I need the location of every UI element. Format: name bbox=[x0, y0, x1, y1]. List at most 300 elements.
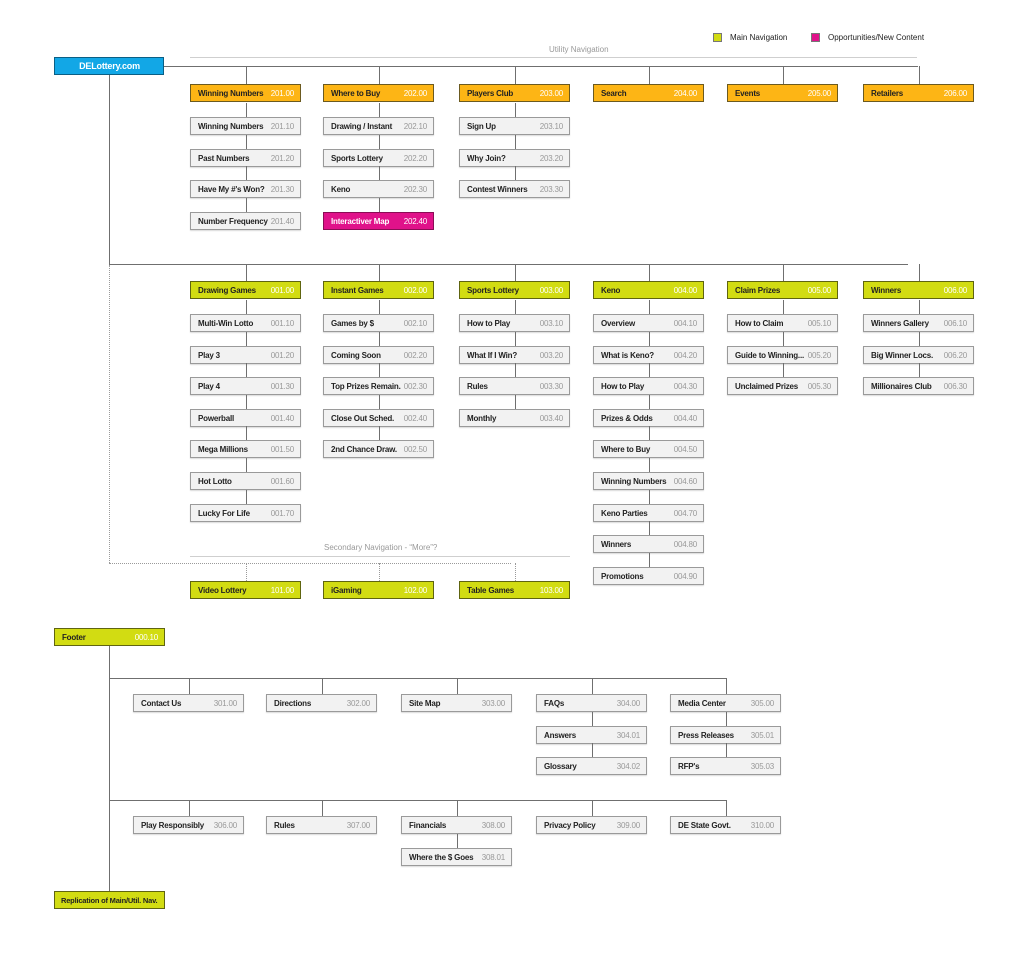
main-subpage[interactable] bbox=[459, 377, 570, 395]
node-label: Why Join? bbox=[467, 153, 506, 163]
secondary-nav-2[interactable] bbox=[459, 581, 570, 599]
connector bbox=[189, 800, 190, 816]
node-label: Play 3 bbox=[198, 350, 220, 360]
secondary-navigation-caption: Secondary Navigation - “More”? bbox=[324, 543, 438, 552]
node-code: 004.00 bbox=[673, 285, 697, 295]
node-label: Where to Buy bbox=[331, 88, 381, 98]
connector bbox=[379, 426, 380, 440]
main-subpage[interactable] bbox=[190, 472, 301, 490]
node-label: Privacy Policy bbox=[544, 820, 596, 830]
node-label: Prizes & Odds bbox=[601, 413, 653, 423]
node-label: Search bbox=[601, 88, 627, 98]
legend-new-content bbox=[811, 33, 924, 42]
main-nav-2[interactable] bbox=[459, 281, 570, 299]
node-label: Contact Us bbox=[141, 698, 182, 708]
node-label: Keno Parties bbox=[601, 508, 648, 518]
utility-subpage[interactable] bbox=[323, 149, 434, 167]
connector bbox=[246, 363, 247, 377]
connector bbox=[246, 198, 247, 212]
node-label: Players Club bbox=[467, 88, 514, 98]
main-subpage[interactable] bbox=[863, 377, 974, 395]
node-label: Past Numbers bbox=[198, 153, 250, 163]
node-code: 206.00 bbox=[943, 88, 967, 98]
node-label: Winning Numbers bbox=[601, 476, 667, 486]
root-node[interactable] bbox=[54, 57, 164, 75]
connector bbox=[457, 800, 458, 816]
node-code: 301.00 bbox=[213, 698, 237, 708]
node-code: 006.20 bbox=[943, 350, 967, 360]
legend-label: Main Navigation bbox=[730, 33, 788, 42]
node-label: Keno bbox=[331, 184, 351, 194]
node-code: 202.30 bbox=[403, 184, 427, 194]
node-label: Winners bbox=[601, 539, 632, 549]
node-code: 004.40 bbox=[673, 413, 697, 423]
main-subpage[interactable] bbox=[593, 314, 704, 332]
connector bbox=[109, 264, 908, 265]
node-label: 2nd Chance Draw. bbox=[331, 444, 397, 454]
node-label: Unclaimed Prizes bbox=[735, 381, 799, 391]
node-label: Interactiver Map bbox=[331, 216, 390, 226]
connector bbox=[379, 300, 380, 314]
node-code: 003.40 bbox=[539, 413, 563, 423]
connector bbox=[592, 712, 593, 726]
node-label: Play 4 bbox=[198, 381, 220, 391]
main-subpage[interactable] bbox=[863, 314, 974, 332]
node-code: 004.80 bbox=[673, 539, 697, 549]
connector bbox=[246, 66, 247, 84]
main-subpage[interactable] bbox=[863, 346, 974, 364]
dotted-connector bbox=[515, 563, 516, 581]
connector bbox=[515, 135, 516, 149]
connector bbox=[592, 678, 593, 694]
connector bbox=[322, 678, 323, 694]
node-code: 203.10 bbox=[539, 121, 563, 131]
node-code: 201.20 bbox=[270, 153, 294, 163]
node-label: DE State Govt. bbox=[678, 820, 731, 830]
node-code: 006.30 bbox=[943, 381, 967, 391]
utility-nav-2[interactable] bbox=[459, 84, 570, 102]
node-label: Powerball bbox=[198, 413, 234, 423]
node-label: Directions bbox=[274, 698, 312, 708]
secondary-divider bbox=[190, 556, 570, 557]
connector bbox=[379, 264, 380, 281]
connector bbox=[109, 678, 727, 679]
node-label: Where the $ Goes bbox=[409, 852, 474, 862]
footer-link[interactable] bbox=[133, 816, 244, 834]
yellow-swatch-icon bbox=[713, 33, 722, 42]
footer-sublink[interactable] bbox=[670, 726, 781, 744]
footer-code: 000.10 bbox=[134, 632, 158, 642]
node-code: 308.01 bbox=[481, 852, 505, 862]
node-code: 004.70 bbox=[673, 508, 697, 518]
connector bbox=[457, 678, 458, 694]
node-code: 202.20 bbox=[403, 153, 427, 163]
footer-link[interactable] bbox=[670, 694, 781, 712]
node-label: Number Frequency bbox=[198, 216, 268, 226]
node-label: Financials bbox=[409, 820, 447, 830]
dotted-connector bbox=[379, 563, 380, 581]
utility-nav-0[interactable] bbox=[190, 84, 301, 102]
main-subpage[interactable] bbox=[190, 377, 301, 395]
node-label: Video Lottery bbox=[198, 585, 247, 595]
main-subpage[interactable] bbox=[593, 377, 704, 395]
utility-nav-3[interactable] bbox=[593, 84, 704, 102]
connector bbox=[109, 646, 110, 892]
footer-link[interactable] bbox=[401, 816, 512, 834]
main-subpage[interactable] bbox=[190, 440, 301, 458]
utility-subpage[interactable] bbox=[459, 149, 570, 167]
node-code: 005.20 bbox=[807, 350, 831, 360]
footer-link[interactable] bbox=[536, 816, 647, 834]
connector bbox=[649, 458, 650, 472]
node-code: 306.00 bbox=[213, 820, 237, 830]
node-code: 003.00 bbox=[539, 285, 563, 295]
node-label: Sports Lottery bbox=[467, 285, 519, 295]
node-code: 003.30 bbox=[539, 381, 563, 391]
connector bbox=[515, 166, 516, 180]
connector bbox=[726, 800, 727, 816]
footer-sublink[interactable] bbox=[536, 726, 647, 744]
connector bbox=[379, 66, 380, 84]
connector bbox=[109, 800, 727, 801]
node-code: 004.30 bbox=[673, 381, 697, 391]
utility-subpage[interactable] bbox=[190, 117, 301, 135]
legend-main-navigation bbox=[713, 33, 787, 42]
node-code: 201.40 bbox=[270, 216, 294, 226]
node-code: 005.00 bbox=[807, 285, 831, 295]
node-code: 006.00 bbox=[943, 285, 967, 295]
node-label: Winning Numbers bbox=[198, 121, 264, 131]
node-code: 304.01 bbox=[616, 730, 640, 740]
main-subpage[interactable] bbox=[323, 409, 434, 427]
node-code: 004.60 bbox=[673, 476, 697, 486]
utility-nav-4[interactable] bbox=[727, 84, 838, 102]
node-code: 001.50 bbox=[270, 444, 294, 454]
connector bbox=[515, 103, 516, 117]
node-label: Table Games bbox=[467, 585, 515, 595]
node-code: 203.20 bbox=[539, 153, 563, 163]
node-label: Instant Games bbox=[331, 285, 384, 295]
footer-link[interactable] bbox=[133, 694, 244, 712]
footer-label: Footer bbox=[62, 632, 86, 642]
dotted-connector bbox=[109, 563, 511, 564]
main-subpage[interactable] bbox=[593, 472, 704, 490]
main-subpage[interactable] bbox=[190, 346, 301, 364]
replication-label: Replication of Main/Util. Nav. bbox=[61, 895, 158, 905]
node-code: 102.00 bbox=[403, 585, 427, 595]
dotted-connector bbox=[246, 563, 247, 581]
connector bbox=[246, 490, 247, 504]
node-label: FAQs bbox=[544, 698, 565, 708]
connector bbox=[246, 426, 247, 440]
node-code: 202.10 bbox=[403, 121, 427, 131]
connector bbox=[515, 395, 516, 409]
connector bbox=[783, 363, 784, 377]
footer-link[interactable] bbox=[536, 694, 647, 712]
connector bbox=[246, 135, 247, 149]
node-label: Answers bbox=[544, 730, 576, 740]
main-subpage[interactable] bbox=[593, 535, 704, 553]
node-label: Guide to Winning... bbox=[735, 350, 805, 360]
utility-subpage[interactable] bbox=[323, 212, 434, 230]
utility-subpage[interactable] bbox=[323, 180, 434, 198]
main-subpage[interactable] bbox=[593, 346, 704, 364]
connector bbox=[379, 395, 380, 409]
node-code: 201.10 bbox=[270, 121, 294, 131]
main-subpage[interactable] bbox=[323, 314, 434, 332]
main-nav-1[interactable] bbox=[323, 281, 434, 299]
main-subpage[interactable] bbox=[459, 409, 570, 427]
node-code: 203.30 bbox=[539, 184, 563, 194]
connector bbox=[919, 264, 920, 281]
node-code: 004.90 bbox=[673, 571, 697, 581]
node-label: Games by $ bbox=[331, 318, 374, 328]
utility-navigation-caption: Utility Navigation bbox=[549, 45, 609, 54]
main-subpage[interactable] bbox=[593, 440, 704, 458]
node-label: Site Map bbox=[409, 698, 441, 708]
main-subpage[interactable] bbox=[593, 567, 704, 585]
utility-nav-5[interactable] bbox=[863, 84, 974, 102]
node-label: Overview bbox=[601, 318, 635, 328]
connector bbox=[246, 300, 247, 314]
node-label: What is Keno? bbox=[601, 350, 654, 360]
node-code: 004.10 bbox=[673, 318, 697, 328]
node-label: Hot Lotto bbox=[198, 476, 232, 486]
main-subpage[interactable] bbox=[727, 377, 838, 395]
node-code: 005.30 bbox=[807, 381, 831, 391]
footer-link[interactable] bbox=[670, 816, 781, 834]
node-label: Sports Lottery bbox=[331, 153, 383, 163]
connector bbox=[515, 363, 516, 377]
node-code: 002.10 bbox=[403, 318, 427, 328]
node-code: 304.02 bbox=[616, 761, 640, 771]
node-label: Rules bbox=[467, 381, 488, 391]
node-label: Multi-Win Lotto bbox=[198, 318, 254, 328]
node-label: Events bbox=[735, 88, 761, 98]
node-code: 001.10 bbox=[270, 318, 294, 328]
footer-sublink[interactable] bbox=[401, 848, 512, 866]
node-code: 006.10 bbox=[943, 318, 967, 328]
node-code: 303.00 bbox=[481, 698, 505, 708]
node-code: 001.40 bbox=[270, 413, 294, 423]
node-code: 002.00 bbox=[403, 285, 427, 295]
node-code: 001.60 bbox=[270, 476, 294, 486]
node-code: 002.30 bbox=[403, 381, 427, 391]
node-code: 308.00 bbox=[481, 820, 505, 830]
node-label: What If I Win? bbox=[467, 350, 518, 360]
connector bbox=[649, 395, 650, 409]
node-label: Rules bbox=[274, 820, 295, 830]
node-code: 202.00 bbox=[403, 88, 427, 98]
utility-divider bbox=[190, 57, 917, 58]
node-label: Monthly bbox=[467, 413, 497, 423]
main-subpage[interactable] bbox=[323, 346, 434, 364]
replication-node[interactable] bbox=[54, 891, 165, 909]
node-code: 204.00 bbox=[673, 88, 697, 98]
connector bbox=[515, 66, 516, 84]
footer-link[interactable] bbox=[401, 694, 512, 712]
dotted-connector bbox=[109, 265, 110, 563]
connector bbox=[919, 363, 920, 377]
connector bbox=[649, 332, 650, 346]
node-label: Promotions bbox=[601, 571, 644, 581]
node-code: 304.00 bbox=[616, 698, 640, 708]
footer-sublink[interactable] bbox=[536, 757, 647, 775]
connector bbox=[919, 300, 920, 314]
node-label: Retailers bbox=[871, 88, 903, 98]
node-code: 002.50 bbox=[403, 444, 427, 454]
main-nav-0[interactable] bbox=[190, 281, 301, 299]
connector bbox=[379, 198, 380, 212]
node-code: 309.00 bbox=[616, 820, 640, 830]
connector bbox=[379, 166, 380, 180]
footer-link[interactable] bbox=[266, 694, 377, 712]
node-label: Press Releases bbox=[678, 730, 734, 740]
connector bbox=[322, 800, 323, 816]
node-code: 004.20 bbox=[673, 350, 697, 360]
connector bbox=[379, 135, 380, 149]
connector bbox=[649, 553, 650, 567]
node-code: 201.00 bbox=[270, 88, 294, 98]
footer-sublink[interactable] bbox=[670, 757, 781, 775]
main-subpage[interactable] bbox=[190, 314, 301, 332]
connector bbox=[649, 521, 650, 535]
node-label: Claim Prizes bbox=[735, 285, 781, 295]
node-label: Mega Millions bbox=[198, 444, 248, 454]
secondary-nav-1[interactable] bbox=[323, 581, 434, 599]
main-subpage[interactable] bbox=[459, 346, 570, 364]
node-code: 001.70 bbox=[270, 508, 294, 518]
node-label: Millionaires Club bbox=[871, 381, 932, 391]
connector bbox=[246, 395, 247, 409]
connector bbox=[783, 332, 784, 346]
connector bbox=[919, 332, 920, 346]
main-subpage[interactable] bbox=[593, 409, 704, 427]
magenta-swatch-icon bbox=[811, 33, 820, 42]
node-label: Sign Up bbox=[467, 121, 496, 131]
node-code: 001.00 bbox=[270, 285, 294, 295]
connector bbox=[649, 490, 650, 504]
node-code: 003.10 bbox=[539, 318, 563, 328]
connector bbox=[783, 300, 784, 314]
connector bbox=[379, 103, 380, 117]
node-code: 203.00 bbox=[539, 88, 563, 98]
node-label: Contest Winners bbox=[467, 184, 528, 194]
main-subpage[interactable] bbox=[727, 314, 838, 332]
node-code: 103.00 bbox=[539, 585, 563, 595]
connector bbox=[379, 363, 380, 377]
node-label: Lucky For Life bbox=[198, 508, 250, 518]
connector bbox=[515, 332, 516, 346]
connector bbox=[726, 678, 727, 694]
footer-link[interactable] bbox=[266, 816, 377, 834]
connector bbox=[783, 66, 784, 84]
utility-subpage[interactable] bbox=[190, 212, 301, 230]
node-code: 003.20 bbox=[539, 350, 563, 360]
node-code: 201.30 bbox=[270, 184, 294, 194]
node-label: Have My #'s Won? bbox=[198, 184, 265, 194]
node-code: 005.10 bbox=[807, 318, 831, 328]
node-label: Winners Gallery bbox=[871, 318, 929, 328]
utility-subpage[interactable] bbox=[323, 117, 434, 135]
connector bbox=[246, 264, 247, 281]
utility-subpage[interactable] bbox=[459, 117, 570, 135]
node-code: 302.00 bbox=[346, 698, 370, 708]
legend-label: Opportunities/New Content bbox=[828, 33, 925, 42]
connector bbox=[189, 678, 190, 694]
node-label: Where to Buy bbox=[601, 444, 651, 454]
footer-node[interactable] bbox=[54, 628, 165, 646]
main-subpage[interactable] bbox=[190, 409, 301, 427]
node-label: Big Winner Locs. bbox=[871, 350, 934, 360]
connector bbox=[592, 800, 593, 816]
main-subpage[interactable] bbox=[727, 346, 838, 364]
node-label: Drawing Games bbox=[198, 285, 256, 295]
connector bbox=[515, 264, 516, 281]
main-subpage[interactable] bbox=[593, 504, 704, 522]
node-label: Glossary bbox=[544, 761, 577, 771]
connector bbox=[592, 743, 593, 757]
connector bbox=[726, 712, 727, 726]
node-code: 101.00 bbox=[270, 585, 294, 595]
node-code: 002.40 bbox=[403, 413, 427, 423]
connector bbox=[726, 743, 727, 757]
connector bbox=[246, 103, 247, 117]
main-subpage[interactable] bbox=[323, 440, 434, 458]
node-code: 001.30 bbox=[270, 381, 294, 391]
main-nav-3[interactable] bbox=[593, 281, 704, 299]
node-code: 205.00 bbox=[807, 88, 831, 98]
node-code: 305.03 bbox=[750, 761, 774, 771]
node-label: Coming Soon bbox=[331, 350, 381, 360]
node-label: Close Out Sched. bbox=[331, 413, 395, 423]
root-label: DELottery.com bbox=[79, 61, 140, 71]
utility-subpage[interactable] bbox=[459, 180, 570, 198]
connector bbox=[783, 264, 784, 281]
node-code: 004.50 bbox=[673, 444, 697, 454]
main-subpage[interactable] bbox=[190, 504, 301, 522]
node-label: Top Prizes Remain. bbox=[331, 381, 401, 391]
node-label: Winners bbox=[871, 285, 902, 295]
connector bbox=[515, 300, 516, 314]
utility-subpage[interactable] bbox=[190, 149, 301, 167]
connector bbox=[649, 426, 650, 440]
connector bbox=[649, 300, 650, 314]
node-label: How to Play bbox=[601, 381, 645, 391]
node-label: Keno bbox=[601, 285, 621, 295]
node-label: Media Center bbox=[678, 698, 726, 708]
connector bbox=[246, 332, 247, 346]
node-code: 001.20 bbox=[270, 350, 294, 360]
node-code: 305.01 bbox=[750, 730, 774, 740]
connector bbox=[649, 264, 650, 281]
main-nav-5[interactable] bbox=[863, 281, 974, 299]
main-subpage[interactable] bbox=[323, 377, 434, 395]
connector bbox=[649, 66, 650, 84]
utility-subpage[interactable] bbox=[190, 180, 301, 198]
connector bbox=[246, 458, 247, 472]
node-code: 002.20 bbox=[403, 350, 427, 360]
connector bbox=[246, 166, 247, 180]
connector bbox=[109, 75, 110, 265]
main-nav-4[interactable] bbox=[727, 281, 838, 299]
main-subpage[interactable] bbox=[459, 314, 570, 332]
node-label: RFP's bbox=[678, 761, 700, 771]
connector bbox=[919, 66, 920, 84]
utility-nav-1[interactable] bbox=[323, 84, 434, 102]
secondary-nav-0[interactable] bbox=[190, 581, 301, 599]
node-label: iGaming bbox=[331, 585, 362, 595]
